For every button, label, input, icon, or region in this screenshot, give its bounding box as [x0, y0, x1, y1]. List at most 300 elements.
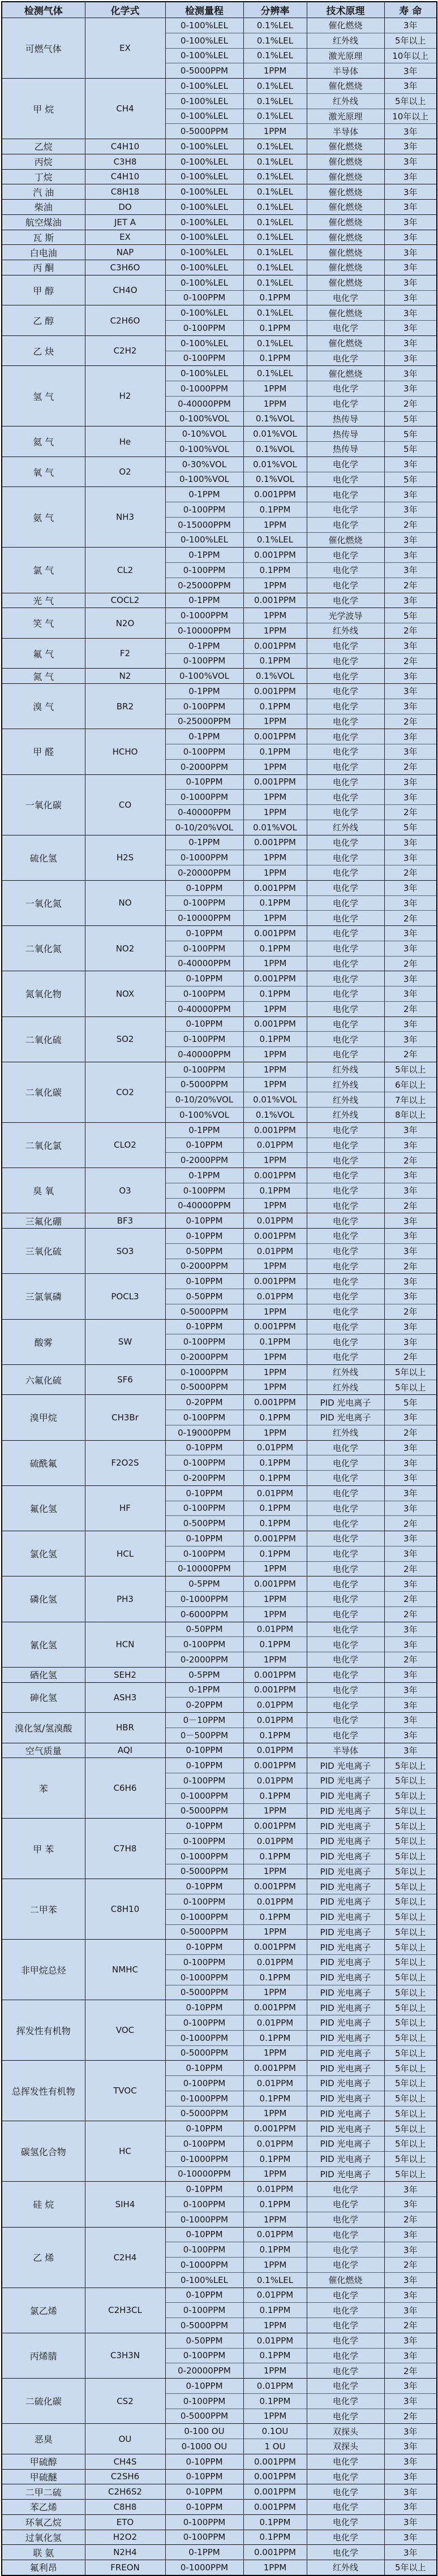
principle-cell: 电化学: [307, 2409, 384, 2424]
principle-cell: 电化学: [307, 653, 384, 669]
lifespan-cell: 5年以上: [384, 2106, 437, 2121]
lifespan-cell: 3年: [384, 532, 437, 548]
gas-cell: 总挥发性有机物: [2, 2061, 85, 2121]
lifespan-cell: 3年: [384, 2514, 437, 2530]
resolution-cell: 0.1%LEL: [243, 109, 307, 124]
range-cell: 0-10PPM: [165, 1138, 243, 1153]
principle-cell: PID 光电离子: [307, 1970, 384, 1985]
resolution-cell: 1PPM: [243, 1259, 307, 1274]
formula-cell: COCL2: [85, 593, 165, 608]
range-cell: 0-100PPM: [165, 2076, 243, 2091]
formula-cell: EX: [85, 230, 165, 245]
resolution-cell: 0.1PPM: [243, 563, 307, 578]
resolution-cell: 0.001PPM: [243, 1667, 307, 1682]
principle-cell: 电化学: [307, 1229, 384, 1244]
gas-cell: 恶臭: [2, 2424, 85, 2454]
lifespan-cell: 3年: [384, 456, 437, 472]
table-row: [2, 139, 437, 154]
principle-cell: 电化学: [307, 835, 384, 850]
lifespan-cell: 3年: [384, 1138, 437, 1153]
resolution-cell: 1PPM: [243, 578, 307, 593]
lifespan-cell: 3年: [384, 1667, 437, 1682]
range-cell: 0-100PPM: [165, 2242, 243, 2258]
resolution-cell: 0.001PPM: [243, 2469, 307, 2484]
principle-cell: 电化学: [307, 895, 384, 911]
table-row: [2, 230, 437, 245]
table-row: [2, 2469, 437, 2484]
formula-cell: ETO: [85, 2514, 165, 2530]
table-row: [2, 1062, 437, 1077]
lifespan-cell: 5年以上: [384, 2061, 437, 2076]
lifespan-cell: 5年以上: [384, 1924, 437, 1940]
range-cell: 0-5000PPM: [165, 2106, 243, 2121]
range-cell: 0-20000PPM: [165, 865, 243, 881]
resolution-cell: 0.01PPM: [243, 1485, 307, 1501]
range-cell: 0-10000PPM: [165, 911, 243, 926]
formula-cell: F2O2S: [85, 1440, 165, 1485]
lifespan-cell: 3年: [384, 2197, 437, 2212]
range-cell: 0-1PPM: [165, 2545, 243, 2560]
lifespan-cell: 5年以上: [384, 1985, 437, 2000]
formula-cell: C4H10: [85, 169, 165, 184]
range-cell: 0-100PPM: [165, 1410, 243, 1425]
principle-cell: 电化学: [307, 2258, 384, 2273]
formula-cell: C3H3N: [85, 2333, 165, 2378]
principle-cell: 电化学: [307, 1274, 384, 1289]
gas-cell: 一氧化氮: [2, 880, 85, 925]
range-cell: 0-10000PPM: [165, 2166, 243, 2182]
lifespan-cell: 5年: [384, 472, 437, 487]
lifespan-cell: 5年以上: [384, 2151, 437, 2166]
table-row: [2, 1213, 437, 1229]
principle-cell: 热传导: [307, 442, 384, 457]
lifespan-cell: 3年: [384, 1682, 437, 1698]
resolution-cell: 1PPM: [243, 1304, 307, 1319]
resolution-cell: 0.1OU: [243, 2424, 307, 2439]
principle-cell: 电化学: [307, 1606, 384, 1622]
principle-cell: 电化学: [307, 1637, 384, 1652]
lifespan-cell: 3年: [384, 2530, 437, 2545]
principle-cell: 电化学: [307, 2514, 384, 2530]
resolution-cell: 0.001PPM: [243, 880, 307, 895]
resolution-cell: 0.001PPM: [243, 1229, 307, 1244]
principle-cell: 电化学: [307, 1713, 384, 1728]
range-cell: 0-10PPM: [165, 2469, 243, 2484]
lifespan-cell: 10年以上: [384, 48, 437, 63]
resolution-cell: 0.1%LEL: [243, 230, 307, 245]
lifespan-cell: 5年: [384, 608, 437, 623]
resolution-cell: 1PPM: [243, 1864, 307, 1879]
resolution-cell: 0.01PPM: [243, 2136, 307, 2152]
range-cell: 0-1PPM: [165, 487, 243, 502]
gas-cell: 苯: [2, 1758, 85, 1819]
principle-cell: 电化学: [307, 321, 384, 336]
range-cell: 0-100PPM: [165, 2303, 243, 2318]
resolution-cell: 0.1PPM: [243, 2303, 307, 2318]
table-row: [2, 335, 437, 351]
principle-cell: PID 光电离子: [307, 1410, 384, 1425]
principle-cell: 电化学: [307, 1153, 384, 1168]
lifespan-cell: 3年: [384, 381, 437, 397]
table-row: [2, 2379, 437, 2394]
lifespan-cell: 5年以上: [384, 1879, 437, 1894]
principle-cell: PID 光电离子: [307, 1849, 384, 1864]
range-cell: 0-25000PPM: [165, 578, 243, 593]
lifespan-cell: 8年以上: [384, 1108, 437, 1123]
range-cell: 0-100PPM: [165, 2348, 243, 2363]
resolution-cell: 1PPM: [243, 1153, 307, 1168]
range-cell: 0-5000PPM: [165, 2409, 243, 2424]
range-cell: 0-2000PPM: [165, 1350, 243, 1365]
principle-cell: 电化学: [307, 1440, 384, 1455]
lifespan-cell: 2年: [384, 2318, 437, 2333]
resolution-cell: 0.1%VOL: [243, 411, 307, 427]
principle-cell: 电化学: [307, 2379, 384, 2394]
range-cell: 0-100PPM: [165, 2136, 243, 2152]
formula-cell: C2H4: [85, 2227, 165, 2288]
gas-cell: 二硫化碳: [2, 2379, 85, 2424]
gas-cell: 一氧化碳: [2, 774, 85, 835]
range-cell: 0-1PPM: [165, 593, 243, 608]
lifespan-cell: 2年: [384, 1606, 437, 1622]
lifespan-cell: 5年以上: [384, 2121, 437, 2136]
principle-cell: 电化学: [307, 1304, 384, 1319]
resolution-cell: 0.1PPM: [243, 987, 307, 1002]
resolution-cell: 0.1PPM: [243, 653, 307, 669]
principle-cell: 电化学: [307, 1001, 384, 1016]
resolution-cell: 1PPM: [243, 1606, 307, 1622]
range-cell: 0-100PPM: [165, 941, 243, 956]
range-cell: 0-5000PPM: [165, 2318, 243, 2333]
lifespan-cell: 3年: [384, 1122, 437, 1138]
lifespan-cell: 3年: [384, 1440, 437, 1455]
principle-cell: 电化学: [307, 2484, 384, 2500]
table-row: [2, 2500, 437, 2515]
table-row: [2, 608, 437, 623]
resolution-cell: 1PPM: [243, 805, 307, 820]
table-row: [2, 880, 437, 895]
range-cell: 0-100%VOL: [165, 442, 243, 457]
principle-cell: 电化学: [307, 1561, 384, 1576]
resolution-cell: 0.1PPM: [243, 1516, 307, 1531]
resolution-cell: 1PPM: [243, 381, 307, 397]
principle-cell: 热传导: [307, 411, 384, 427]
range-cell: 0-100%LEL: [165, 260, 243, 275]
lifespan-cell: 3年: [384, 2393, 437, 2409]
resolution-cell: 0.1PPM: [243, 2151, 307, 2166]
resolution-cell: 0.001PPM: [243, 684, 307, 699]
gas-cell: 氨 气: [2, 487, 85, 548]
gas-cell: 空气质量: [2, 1743, 85, 1758]
principle-cell: 电化学: [307, 971, 384, 987]
range-cell: 0-100PPM: [165, 1032, 243, 1047]
range-cell: 0-2000PPM: [165, 1652, 243, 1668]
principle-cell: 电化学: [307, 2242, 384, 2258]
resolution-cell: 0.001PPM: [243, 774, 307, 790]
principle-cell: 激光原理: [307, 48, 384, 63]
principle-cell: 红外线: [307, 1092, 384, 1108]
range-cell: 0-100PPM: [165, 1773, 243, 1789]
resolution-cell: 0.1%VOL: [243, 1108, 307, 1123]
principle-cell: 红外线: [307, 1364, 384, 1380]
resolution-cell: 0.01PPM: [243, 2379, 307, 2394]
lifespan-cell: 2年: [384, 805, 437, 820]
resolution-cell: 0.01%VOL: [243, 820, 307, 835]
principle-cell: 电化学: [307, 1350, 384, 1365]
range-cell: 0-10PPM: [165, 1743, 243, 1758]
resolution-cell: 0.1PPM: [243, 321, 307, 336]
range-cell: 0-20PPM: [165, 1395, 243, 1410]
formula-cell: SO2: [85, 1016, 165, 1062]
range-cell: 0-100%LEL: [165, 93, 243, 109]
principle-cell: 双探头: [307, 2439, 384, 2454]
lifespan-cell: 2年: [384, 396, 437, 411]
lifespan-cell: 3年: [384, 321, 437, 336]
range-cell: 0-10PPM: [165, 2484, 243, 2500]
principle-cell: 催化燃烧: [307, 532, 384, 548]
table-row: [2, 1576, 437, 1592]
principle-cell: 电化学: [307, 1183, 384, 1198]
range-cell: 0-5PPM: [165, 1667, 243, 1682]
lifespan-cell: 2年: [384, 2363, 437, 2379]
lifespan-cell: 5年以上: [384, 2166, 437, 2182]
range-cell: 0-100PPM: [165, 2514, 243, 2530]
table-row: [2, 2424, 437, 2439]
principle-cell: 红外线: [307, 820, 384, 835]
lifespan-cell: 5年以上: [384, 1803, 437, 1819]
range-cell: 0－500PPM: [165, 1728, 243, 1743]
table-row: [2, 1622, 437, 1637]
principle-cell: 催化燃烧: [307, 18, 384, 33]
resolution-cell: 0.001PPM: [243, 1940, 307, 1955]
range-cell: 0-1000PPM: [165, 608, 243, 623]
gas-cell: 汽 油: [2, 184, 85, 200]
resolution-cell: 0.1PPM: [243, 2348, 307, 2363]
resolution-cell: 0.001PPM: [243, 2061, 307, 2076]
principle-cell: 电化学: [307, 1667, 384, 1682]
resolution-cell: 0.001PPM: [243, 1758, 307, 1773]
resolution-cell: 0.001PPM: [243, 2000, 307, 2015]
resolution-cell: 0.1%LEL: [243, 184, 307, 200]
principle-cell: 红外线: [307, 33, 384, 48]
principle-cell: 电化学: [307, 2348, 384, 2363]
resolution-cell: 0.001PPM: [243, 1879, 307, 1894]
resolution-cell: 1PPM: [243, 2166, 307, 2182]
resolution-cell: 0.001PPM: [243, 2545, 307, 2560]
gas-cell: 乙 烯: [2, 2227, 85, 2288]
table-row: [2, 2514, 437, 2530]
range-cell: 0-1000PPM: [165, 850, 243, 865]
range-cell: 0-10PPM: [165, 2454, 243, 2469]
resolution-cell: 0.001PPM: [243, 1016, 307, 1032]
range-cell: 0-500PPM: [165, 1516, 243, 1531]
principle-cell: PID 光电离子: [307, 1803, 384, 1819]
table-row: [2, 1440, 437, 1455]
formula-cell: C2SH6: [85, 2469, 165, 2484]
gas-cell: 氟 气: [2, 638, 85, 669]
resolution-cell: 0.001PPM: [243, 1576, 307, 1592]
table-row: [2, 2560, 437, 2575]
range-cell: 0-2000PPM: [165, 1259, 243, 1274]
lifespan-cell: 3年: [384, 1576, 437, 1592]
principle-cell: PID 光电离子: [307, 1864, 384, 1879]
lifespan-cell: 3年: [384, 1743, 437, 1758]
principle-cell: 电化学: [307, 850, 384, 865]
lifespan-cell: 3年: [384, 1501, 437, 1516]
col-header-formula: 化学式: [85, 2, 165, 18]
principle-cell: PID 光电离子: [307, 2151, 384, 2166]
gas-cell: 笑 气: [2, 608, 85, 639]
table-row: [2, 2288, 437, 2303]
principle-cell: 催化燃烧: [307, 139, 384, 154]
principle-cell: 电化学: [307, 2500, 384, 2515]
principle-cell: 电化学: [307, 1622, 384, 1637]
gas-cell: 可燃气体: [2, 18, 85, 79]
formula-cell: NAP: [85, 245, 165, 260]
resolution-cell: 0.01%VOL: [243, 456, 307, 472]
formula-cell: C8H10: [85, 1879, 165, 1940]
range-cell: 0-10PPM: [165, 1440, 243, 1455]
range-cell: 0-25000PPM: [165, 714, 243, 729]
range-cell: 0-5000PPM: [165, 1304, 243, 1319]
principle-cell: 半导体: [307, 124, 384, 139]
resolution-cell: 0.01PPM: [243, 1213, 307, 1229]
gas-cell: 二氧化氯: [2, 1122, 85, 1168]
principle-cell: 红外线: [307, 623, 384, 639]
formula-cell: VOC: [85, 2000, 165, 2061]
resolution-cell: 1PPM: [243, 1592, 307, 1607]
formula-cell: CL2: [85, 548, 165, 593]
principle-cell: 电化学: [307, 1198, 384, 1213]
resolution-cell: 1PPM: [243, 714, 307, 729]
gas-cell: 六氟化硫: [2, 1364, 85, 1395]
gas-cell: 瓦 斯: [2, 230, 85, 245]
formula-cell: SO3: [85, 1229, 165, 1274]
range-cell: 0-10PPM: [165, 1531, 243, 1547]
range-cell: 0-5PPM: [165, 1576, 243, 1592]
resolution-cell: 1PPM: [243, 1350, 307, 1365]
principle-cell: 催化燃烧: [307, 230, 384, 245]
lifespan-cell: 3年: [384, 1410, 437, 1425]
table-body: [2, 18, 437, 2575]
gas-cell: 酸雾: [2, 1319, 85, 1364]
principle-cell: PID 光电离子: [307, 1940, 384, 1955]
gas-cell: 硒化氢: [2, 1667, 85, 1682]
formula-cell: F2: [85, 638, 165, 669]
gas-cell: 甲 烷: [2, 79, 85, 139]
resolution-cell: 0.1%LEL: [243, 93, 307, 109]
lifespan-cell: 3年: [384, 699, 437, 714]
resolution-cell: 0.1PPM: [243, 699, 307, 714]
lifespan-cell: 5年以上: [384, 2076, 437, 2091]
resolution-cell: 0.001PPM: [243, 2454, 307, 2469]
gas-cell: 氟化氢: [2, 1485, 85, 1531]
lifespan-cell: 5年以上: [384, 1940, 437, 1955]
table-row: [2, 169, 437, 184]
resolution-cell: 1PPM: [243, 865, 307, 881]
lifespan-cell: 5年以上: [384, 1849, 437, 1864]
formula-cell: EX: [85, 18, 165, 79]
lifespan-cell: 3年: [384, 139, 437, 154]
range-cell: 0-30%VOL: [165, 456, 243, 472]
principle-cell: 双探头: [307, 2424, 384, 2439]
resolution-cell: 0.001PPM: [243, 2484, 307, 2500]
range-cell: 0-10PPM: [165, 1485, 243, 1501]
principle-cell: 电化学: [307, 1047, 384, 1062]
principle-cell: 催化燃烧: [307, 260, 384, 275]
range-cell: 0-5000PPM: [165, 1077, 243, 1092]
principle-cell: 半导体: [307, 1743, 384, 1758]
resolution-cell: 0.1%VOL: [243, 442, 307, 457]
principle-cell: 红外线: [307, 1380, 384, 1395]
table-row: [2, 260, 437, 275]
gas-cell: 二甲苯: [2, 1879, 85, 1940]
table-row: [2, 2454, 437, 2469]
table-row: [2, 214, 437, 230]
principle-cell: 电化学: [307, 1531, 384, 1547]
formula-cell: HC: [85, 2121, 165, 2182]
principle-cell: PID 光电离子: [307, 1955, 384, 1970]
lifespan-cell: 5年: [384, 820, 437, 835]
resolution-cell: 1PPM: [243, 2318, 307, 2333]
table-row: [2, 2121, 437, 2136]
table-row: [2, 1016, 437, 1032]
range-cell: 0-1000PPM: [165, 1970, 243, 1985]
lifespan-cell: 2年: [384, 2409, 437, 2424]
table-row: [2, 684, 437, 699]
principle-cell: 电化学: [307, 956, 384, 971]
range-cell: 0-100PPM: [165, 1501, 243, 1516]
lifespan-cell: 3年: [384, 987, 437, 1002]
resolution-cell: 0.1%LEL: [243, 79, 307, 94]
lifespan-cell: 3年: [384, 2439, 437, 2454]
resolution-cell: 0.01PPM: [243, 1440, 307, 1455]
table-row: [2, 2061, 437, 2076]
gas-cell: 硫酰氟: [2, 1440, 85, 1485]
resolution-cell: 0.01PPM: [243, 1698, 307, 1713]
formula-cell: CH3Br: [85, 1395, 165, 1440]
principle-cell: 电化学: [307, 744, 384, 760]
resolution-cell: 0.01PPM: [243, 2182, 307, 2197]
gas-cell: 溴化氢/氢溴酸: [2, 1713, 85, 1743]
lifespan-cell: 2年: [384, 1592, 437, 1607]
resolution-cell: 0.1PPM: [243, 1849, 307, 1864]
resolution-cell: 0.1PPM: [243, 1501, 307, 1516]
range-cell: 0-100PPM: [165, 1637, 243, 1652]
gas-cell: 甲 苯: [2, 1819, 85, 1879]
resolution-cell: 1PPM: [243, 2258, 307, 2273]
lifespan-cell: 3年: [384, 638, 437, 653]
gas-sensor-table: [1, 1, 437, 2576]
lifespan-cell: 3年: [384, 1319, 437, 1334]
principle-cell: 电化学: [307, 714, 384, 729]
gas-cell: 氧 气: [2, 456, 85, 487]
resolution-cell: 0.1%LEL: [243, 2272, 307, 2288]
resolution-cell: 0.1%LEL: [243, 139, 307, 154]
range-cell: 0-10PPM: [165, 1819, 243, 1834]
gas-cell: 丙烯腈: [2, 2333, 85, 2378]
range-cell: 0-5000PPM: [165, 1380, 243, 1395]
gas-cell: 臭 氧: [2, 1168, 85, 1213]
col-header-range: 检测量程: [165, 2, 243, 18]
lifespan-cell: 3年: [384, 1032, 437, 1047]
range-cell: 0-5000PPM: [165, 2045, 243, 2061]
gas-cell: 三氧化硫: [2, 1229, 85, 1274]
lifespan-cell: 3年: [384, 1289, 437, 1304]
gas-cell: 苯乙烯: [2, 2500, 85, 2515]
range-cell: 0-1000PPM: [165, 2091, 243, 2106]
formula-cell: N2: [85, 669, 165, 684]
